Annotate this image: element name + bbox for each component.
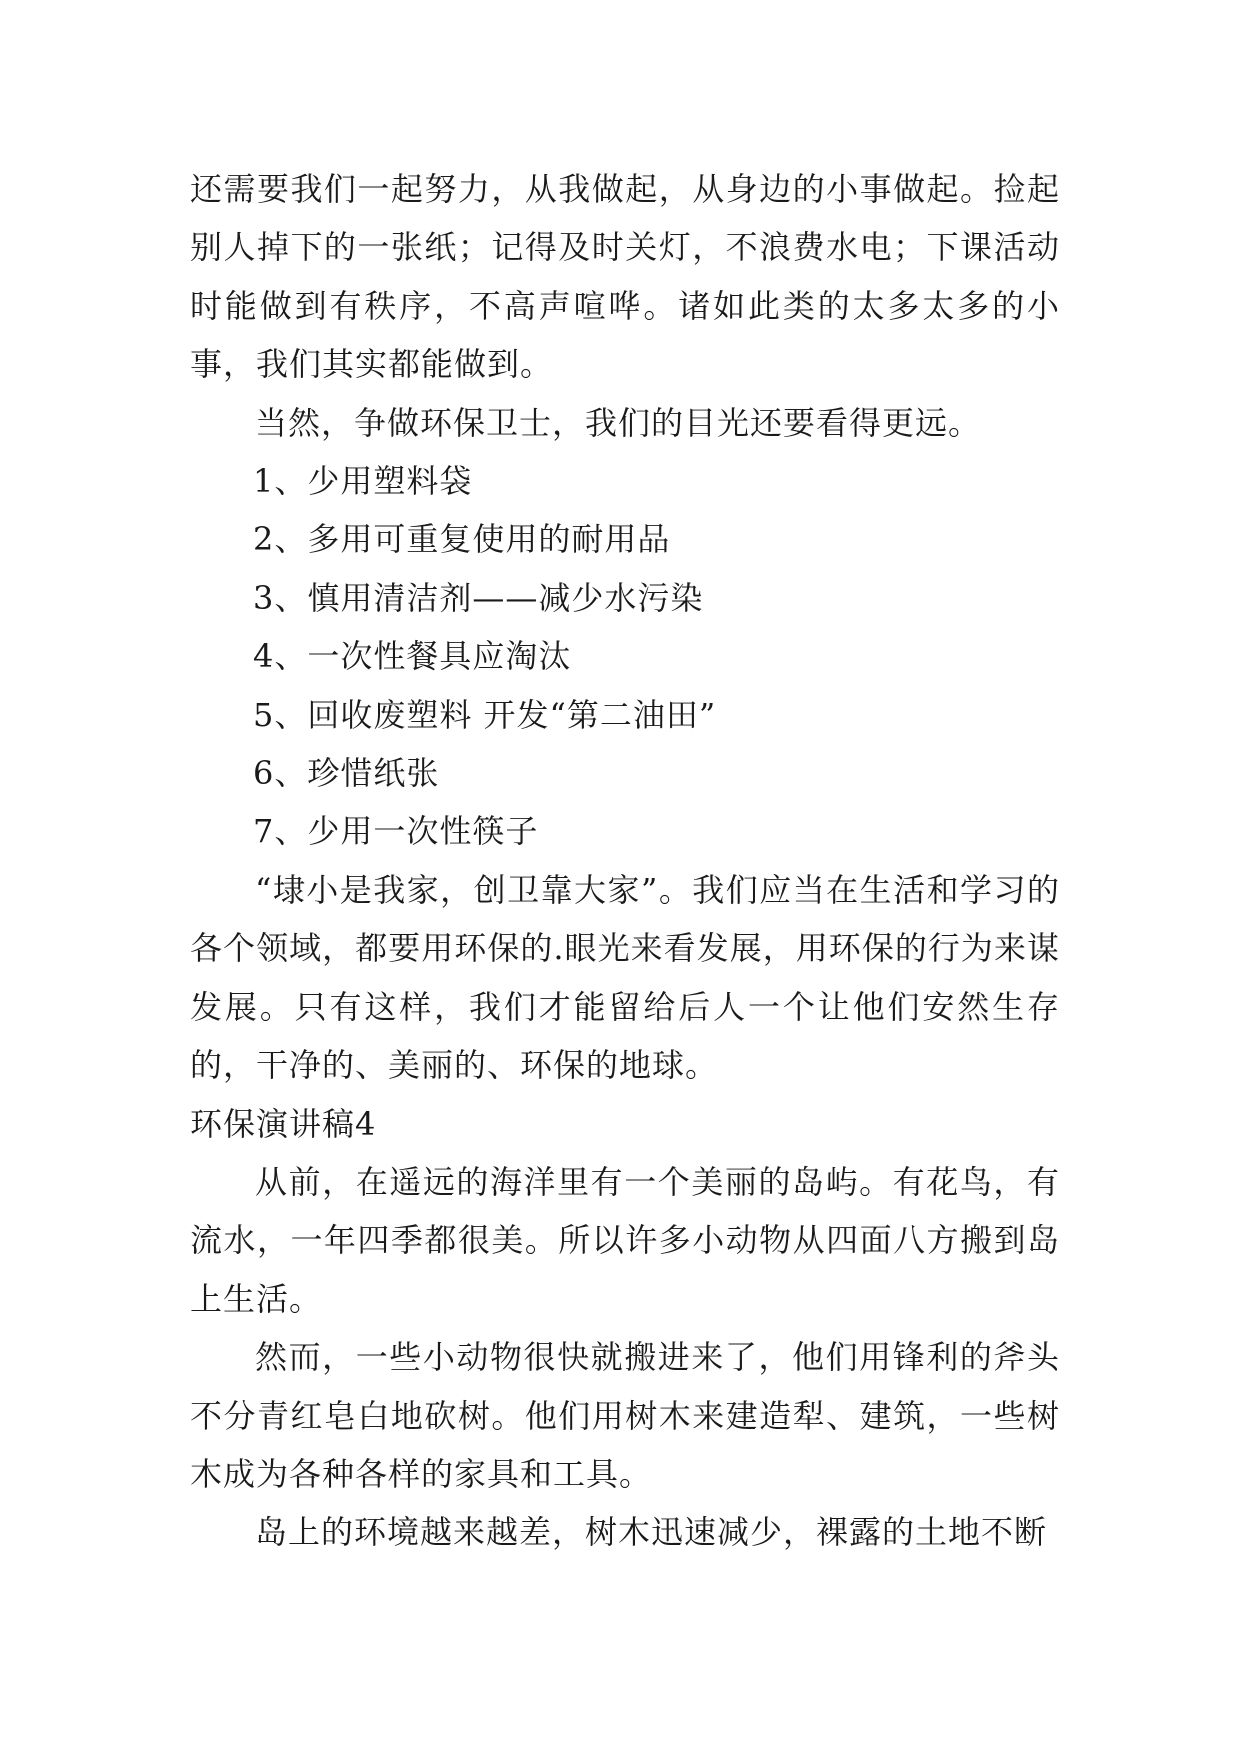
list-item: 6、珍惜纸张 <box>253 754 440 793</box>
list-item: 5、回收废塑料 开发“第二油田” <box>253 695 717 734</box>
paragraph-island-intro: 从前，在遥远的海洋里有一个美丽的岛屿。有花鸟，有流水，一年四季都很美。所以许多小动物从四面八方搬到岛上生活。 <box>190 1162 1060 1318</box>
document-body <box>190 160 1060 1562</box>
list-item: 1、少用塑料袋 <box>253 462 473 501</box>
list-item: 4、一次性餐具应淘汰 <box>253 637 572 676</box>
list-item: 2、多用可重复使用的耐用品 <box>253 520 671 559</box>
section-title: 环保演讲稿4 <box>190 1104 377 1143</box>
paragraph-vision: 当然，争做环保卫士，我们的目光还要看得更远。 <box>255 403 982 442</box>
list-item: 3、慎用清洁剂——减少水污染 <box>253 578 704 617</box>
paragraph-slogan: “埭小是我家，创卫靠大家”。我们应当在生活和学习的各个领域，都要用环保的.眼光来看发展，用环保的行为来谋发展。只有这样，我们才能留给后人一个让他们安然生存的，干净的、美丽的、环保的地球。 <box>190 870 1060 1085</box>
paragraph-continuation: 还需要我们一起努力，从我做起，从身边的小事做起。捡起别人掉下的一张纸；记得及时关灯，不浪费水电；下课活动时能做到有秩序，不高声喧哗。诸如此类的太多太多的小事，我们其实都能做到。 <box>190 170 1060 384</box>
list-item: 7、少用一次性筷子 <box>253 812 539 851</box>
paragraph-island-trees: 然而，一些小动物很快就搬进来了，他们用锋利的斧头不分青红皂白地砍树。他们用树木来建造犁、建筑，一些树木成为各种各样的家具和工具。 <box>190 1338 1060 1493</box>
paragraph-island-environment: 岛上的环境越来越差，树木迅速减少，裸露的土地不断 <box>255 1513 1048 1552</box>
